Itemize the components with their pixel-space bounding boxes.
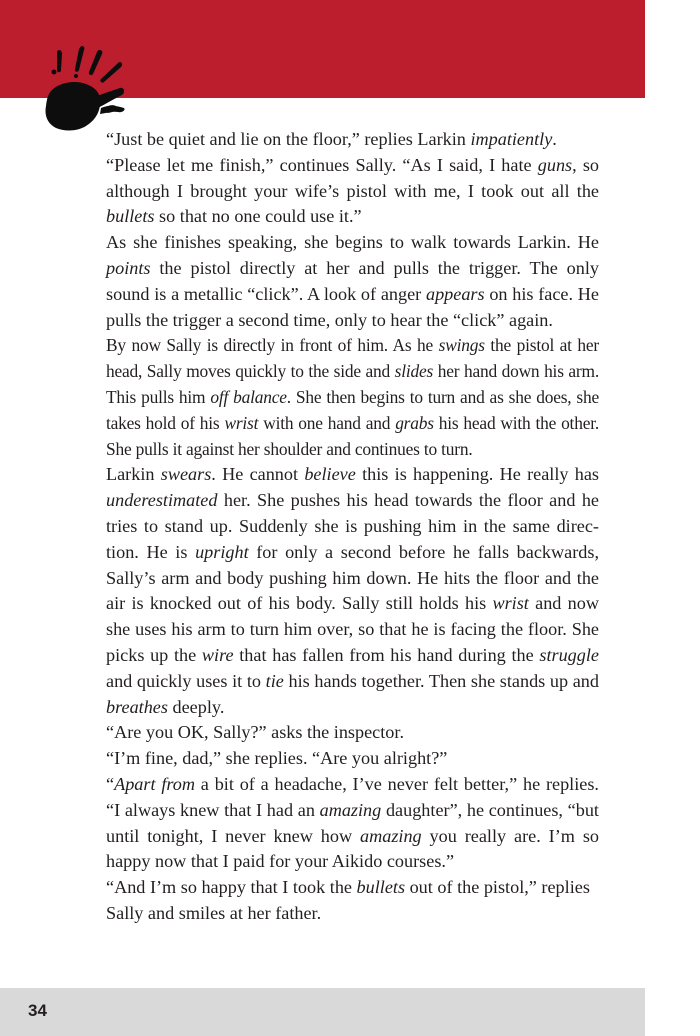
italic-word: bullets (106, 206, 155, 227)
footer-band (0, 988, 645, 1036)
text-run: on his face. He pulls the trigger a second time, only to hear the “click” again. (106, 283, 599, 330)
text-run: his hands together. Then she stands up and (283, 670, 599, 691)
paragraph-8 (106, 772, 599, 875)
paragraph-4 (106, 333, 599, 462)
italic-word: slides (394, 361, 434, 382)
text-run: “I’m fine, dad,” she replies. “Are you alright?” (106, 748, 448, 769)
text-run: that has fallen from his hand during the (233, 644, 540, 665)
text-run: the pistol at her head, Sally moves quickly to the side and (106, 335, 599, 382)
paragraph-5 (106, 462, 599, 720)
italic-word: points (106, 257, 151, 278)
text-run: this is happening. He really has (355, 464, 599, 485)
paragraph-1 (106, 127, 599, 153)
italic-word: upright (195, 541, 249, 562)
text-run: you really are. I’m so happy now that I paid for your Aikido courses.” (106, 825, 599, 872)
text-run: , so although I brought your wife’s pistol with me, I took out all the (106, 154, 599, 201)
paragraph-7 (106, 746, 599, 772)
italic-word: Apart from (114, 773, 195, 794)
italic-word: amazing (319, 799, 382, 820)
italic-word: wrist (492, 593, 529, 614)
italic-word: breathes (106, 696, 168, 717)
text-run: Larkin (106, 464, 161, 485)
paragraph-3 (106, 230, 599, 333)
text-run: and quickly uses it to (106, 670, 266, 691)
text-run: a bit of a headache, I’ve never felt better,” he replies. “I always knew that I had an (106, 773, 599, 820)
text-run: his head with the other. She pulls it against her shoulder and continues to turn. (106, 412, 599, 459)
italic-word: struggle (539, 644, 599, 665)
text-run: “Please let me finish,” continues Sally. “As I said, I hate (106, 154, 538, 175)
italic-word: swears (160, 464, 212, 485)
text-run: the pistol directly at her and pulls the trigger. The only sound is a metallic “click”. A look of anger (106, 257, 599, 304)
paragraph-2 (106, 153, 599, 230)
text-run: out of the pistol,” replies Sally and smiles at her father. (106, 877, 590, 923)
paragraph-6 (106, 720, 599, 746)
italic-word: tie (265, 670, 284, 691)
text-run: “ (106, 773, 115, 794)
text-run: and now she uses his arm to turn him over, so that he is facing the floor. She picks up the (106, 593, 599, 665)
italic-word: amazing (360, 825, 422, 846)
text-run: “Are you OK, Sally?” asks the inspector. (106, 722, 404, 743)
italic-word: swings (438, 335, 485, 356)
text-run: daughter”, he continues, “but until tonight, I never knew how (106, 799, 599, 846)
paragraph-9 (106, 875, 599, 927)
text-run: her. She pushes his head towards the floor and he tries to stand up. Suddenly she is pushing him in the same direc-tion. He is (106, 490, 599, 562)
text-run: “Just be quiet and lie on the floor,” replies Larkin (106, 129, 471, 149)
text-run: . (552, 129, 557, 149)
text-run: deeply. (167, 696, 225, 717)
text-run: “And I’m so happy that I took the (106, 877, 357, 898)
text-run: By now Sally is directly in front of him. As he (106, 335, 439, 356)
story-text (106, 127, 599, 927)
text-run: for only a second before he falls backwards, Sally’s arm and body pushing him down. He hits the floor and the air is knocked out of his body. Sally still holds his (106, 541, 599, 614)
italic-word: impatiently (470, 129, 553, 149)
text-run: . She then begins to turn and as she does, she takes hold of his (106, 386, 599, 433)
text-run: As she finishes speaking, she begins to walk towards Larkin. He (106, 232, 599, 253)
text-run: so that no one could use it.” (154, 206, 362, 227)
italic-word: wrist (224, 412, 259, 433)
handprint-icon (38, 40, 138, 135)
italic-word: underestimated (106, 490, 218, 511)
text-run: her hand down his arm. This pulls him (106, 361, 599, 407)
page-number: 34 (28, 1001, 47, 1020)
italic-word: guns (537, 154, 573, 175)
italic-word: appears (425, 283, 485, 304)
italic-word: wire (201, 644, 234, 665)
italic-word: believe (304, 464, 356, 485)
italic-word: bullets (356, 877, 406, 898)
text-run: with one hand and (258, 412, 396, 433)
text-run: . He cannot (211, 464, 305, 485)
italic-word: grabs (395, 412, 434, 433)
italic-word: off balance (210, 386, 287, 407)
